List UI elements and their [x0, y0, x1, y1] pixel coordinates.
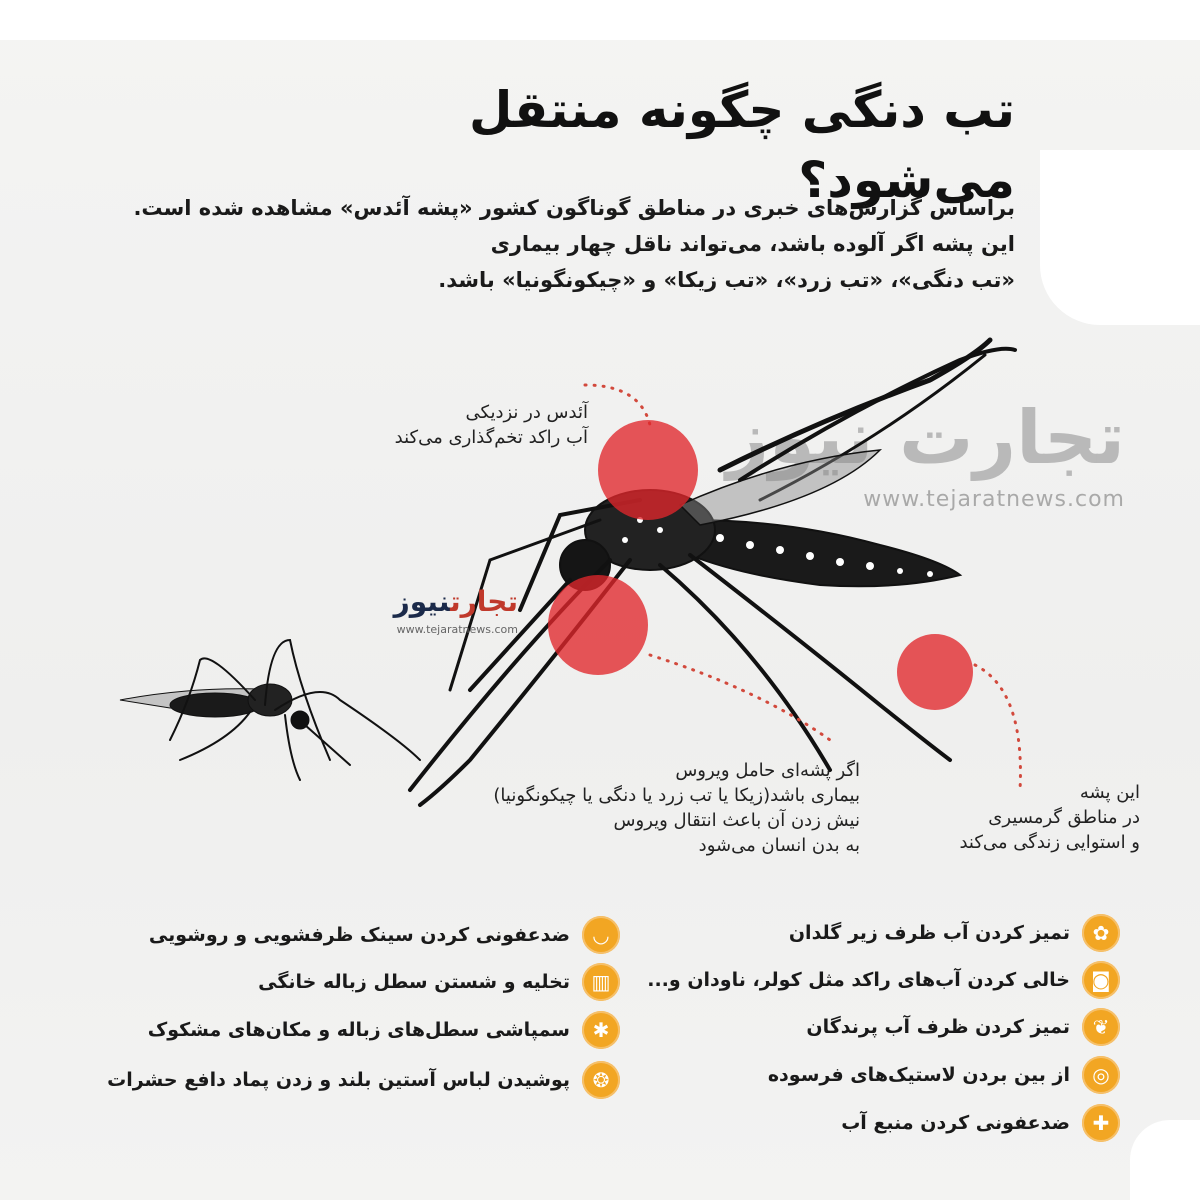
tip-text: تمیز کردن آب ظرف زیر گلدان: [788, 922, 1070, 944]
callout-line: و استوایی زندگی می‌کند: [959, 832, 1140, 853]
sink-icon: ◡: [582, 916, 620, 954]
tire-icon: ◎: [1082, 1056, 1120, 1094]
callout-line: به بدن انسان می‌شود: [698, 835, 860, 856]
page-title: تب دنگی چگونه منتقل می‌شود؟: [469, 81, 1015, 209]
callout-virus: [493, 758, 860, 858]
watermark-name: تجارت نیوز: [726, 395, 1125, 481]
tip-item: [149, 915, 620, 955]
logo-part2: نیوز: [393, 585, 451, 618]
logo-part1: تجارت: [450, 585, 518, 618]
marker-breeding: [598, 420, 698, 520]
callout-breeding: [395, 400, 588, 450]
tip-text: پوشیدن لباس آستین بلند و زدن پماد دافع حشرات: [107, 1069, 570, 1091]
marker-habitat: [897, 634, 973, 710]
tip-text: سمپاشی سطل‌های زباله و مکان‌های مشکوک: [147, 1019, 570, 1041]
callout-line: نیش زدن آن باعث انتقال ویروس: [613, 810, 860, 831]
marker-bite: [548, 575, 648, 675]
tip-item: [647, 960, 1120, 1000]
small-logo: [378, 585, 518, 640]
tip-item: [258, 962, 620, 1002]
intro-line: براساس گزارش‌های خبری در مناطق گوناگون کشور «پشه آئدس» مشاهده شده است.: [133, 196, 1015, 220]
small-mosquito: [120, 640, 420, 780]
callout-line: آئدس در نزدیکی: [465, 402, 588, 423]
callout-line: در مناطق گرمسیری: [988, 807, 1140, 828]
tip-text: تمیز کردن ظرف آب پرندگان: [806, 1016, 1070, 1038]
tip-text: خالی کردن آب‌های راکد مثل کولر، ناودان و...: [647, 969, 1070, 991]
tip-item: [806, 1007, 1120, 1047]
tip-item: [841, 1103, 1120, 1143]
callout-line: اگر پشه‌ای حامل ویروس: [675, 760, 860, 781]
tip-item: [768, 1055, 1120, 1095]
intro-line: «تب دنگی»، «تب زرد»، «تب زیکا» و «چیکونگونیا» باشد.: [438, 268, 1015, 292]
bird-icon: ❦: [1082, 1008, 1120, 1046]
callout-line: آب راکد تخم‌گذاری می‌کند: [394, 427, 588, 448]
tip-item: [148, 1010, 620, 1050]
flower-pot-icon: ✿: [1082, 914, 1120, 952]
disinfect-water-icon: ✚: [1082, 1104, 1120, 1142]
tip-item: [107, 1060, 620, 1100]
callout-line: این پشه: [1079, 782, 1140, 803]
trash-can-icon: ▥: [582, 963, 620, 1001]
bucket-icon: ◙: [1082, 961, 1120, 999]
tip-text: ضدعفونی کردن سینک ظرفشویی و روشویی: [148, 924, 570, 946]
tip-item: [789, 913, 1120, 953]
callout-habitat: [959, 780, 1140, 855]
callout-line: بیماری باشد(زیکا یا تب زرد یا دنگی یا چیکونگونیا): [493, 785, 860, 806]
tip-text: ضدعفونی کردن منبع آب: [841, 1112, 1070, 1134]
tip-text: تخلیه و شستن سطل زباله خانگی: [258, 971, 570, 993]
logo-url: www.tejaratnews.com: [396, 623, 518, 636]
watermark-url: www.tejaratnews.com: [863, 487, 1125, 512]
tip-text: از بین بردن لاستیک‌های فرسوده: [767, 1064, 1070, 1086]
lotion-icon: ❂: [582, 1061, 620, 1099]
intro-line: این پشه اگر آلوده باشد، می‌تواند ناقل چهار بیماری: [490, 232, 1015, 256]
spray-icon: ✱: [582, 1011, 620, 1049]
